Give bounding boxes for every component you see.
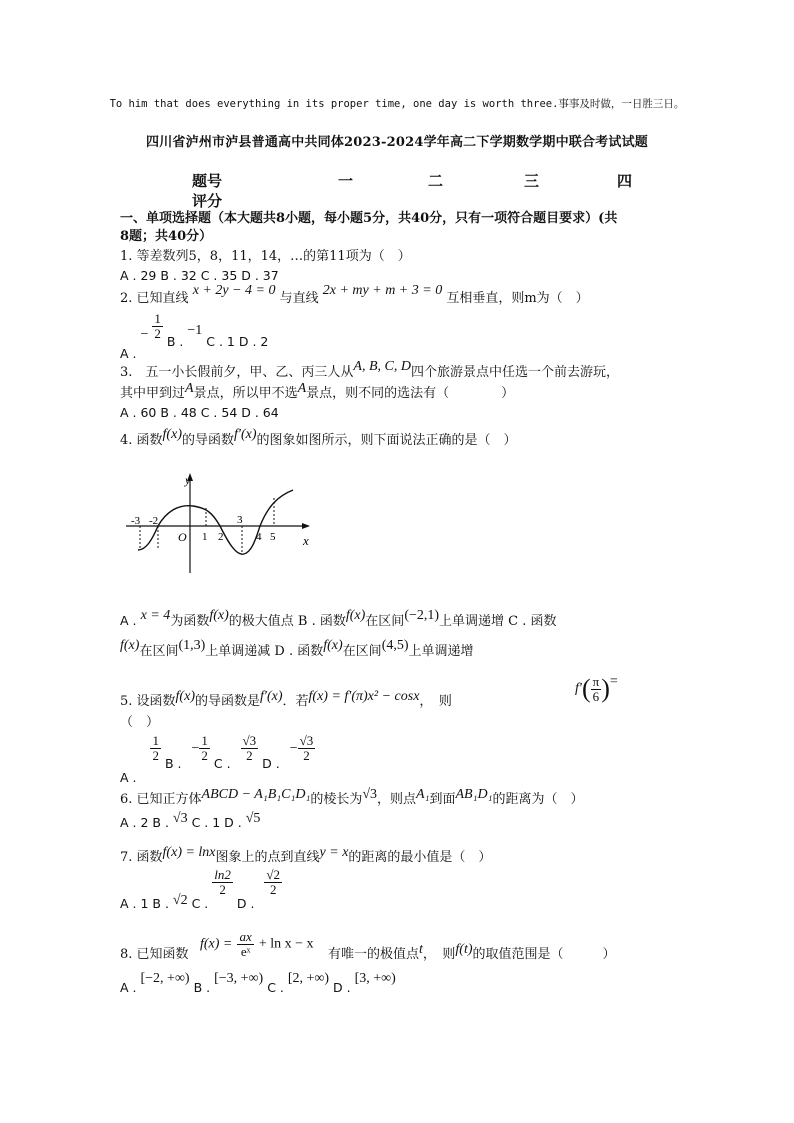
score-col-label: 题号 <box>192 172 223 190</box>
q6-mid3: 到面 <box>429 792 456 807</box>
q5-options <box>120 733 315 785</box>
section-heading: 一、单项选择题（本大题共8小题，每小题5分，共40分，只有一项符合题目要求）(共 <box>120 211 618 226</box>
q4-opt-a3: 的极大值点 B . 函数 <box>228 614 346 629</box>
q8-function <box>200 930 314 959</box>
q5-eq: f(x) = f′(π)x² − cosx <box>308 689 420 704</box>
q3-line1 <box>120 359 619 382</box>
q5-neg-d: − <box>289 741 298 756</box>
q3-a1: A <box>185 381 194 396</box>
q2-eq2: 2x + my + m + 3 = 0 <box>322 283 443 298</box>
q6-pre: 6. 已知正方体 <box>120 792 202 807</box>
q6-face: AB₁D₁ <box>455 787 493 802</box>
q2-eq1: x + 2y − 4 = 0 <box>192 283 276 298</box>
q3-pre: 3. 五一小长假前夕，甲、乙、丙三人从 <box>120 365 354 380</box>
tick-minus3: -3 <box>131 515 141 527</box>
tick-2: 2 <box>218 531 224 543</box>
q2-opt-b: B . <box>166 334 184 349</box>
q8-stem <box>120 946 189 964</box>
q5-f: f(x) <box>175 689 195 704</box>
q2-post: 互相垂直，则m为（ ） <box>446 291 589 306</box>
q5-mid: 的导函数是 <box>194 694 260 709</box>
q4-f-b: f(x) <box>345 608 366 623</box>
q5-fp2: f′ <box>575 681 582 696</box>
q4-f: f(x) <box>162 427 182 442</box>
q8-opt-b-val: [−3, +∞) <box>214 971 264 986</box>
q4-opt-d2: 在区间 <box>342 644 382 659</box>
q4-opt-a: A . <box>120 613 137 628</box>
q5-opt-a: A . <box>120 770 137 785</box>
score-col-2: 二 <box>428 172 444 190</box>
q4-f-a: f(x) <box>209 608 229 623</box>
q4-eq-a: x = 4 <box>140 608 171 623</box>
tick-1: 1 <box>202 531 208 543</box>
q7-frac-d: $\frac{√2}{2}$ <box>266 867 281 897</box>
motto: To him that does everything in its proper time, one day is worth three.事事及时做，一日胜三日。 <box>109 98 685 110</box>
q5-fprime-pi6: f′( $\frac{\pi}{6}$ )= <box>575 673 618 704</box>
q7-stem <box>120 845 492 867</box>
q7-line: y = x <box>319 845 349 860</box>
score-col-4: 四 <box>617 172 633 190</box>
q8-t: t <box>419 942 423 957</box>
q4-pre: 4. 函数 <box>120 433 163 448</box>
q5-mid3: ， 则 <box>419 694 452 709</box>
q5-stem <box>120 689 452 711</box>
score-col-3: 三 <box>524 172 540 190</box>
q3-a2: A <box>297 381 307 396</box>
derivative-curve <box>138 490 293 554</box>
q5-opt-d: D . <box>262 756 280 771</box>
q3-set: A, B, C, D <box>353 359 411 374</box>
q5-neg-b: − <box>191 741 200 756</box>
q4-int-d: (4,5) <box>381 638 409 653</box>
q4-post: 的图象如图所示，则下面说法正确的是（ ） <box>256 433 517 448</box>
q3-line2 <box>120 381 515 403</box>
q3-line2-post: 景点，则不同的选法有（ ） <box>306 386 515 401</box>
q3-options: A . 60 B . 48 C . 54 D . 64 <box>120 405 279 420</box>
q7-pre: 7. 函数 <box>120 850 163 865</box>
q4-int-b: (−2,1) <box>404 608 440 623</box>
q8-options <box>120 970 396 995</box>
section-heading-cont: 8题；共40分） <box>120 229 213 244</box>
q5-opt-c: C . <box>213 756 231 771</box>
q6-cube: ABCD − A₁B₁C₁D₁ <box>201 787 311 802</box>
q6-stem <box>120 787 584 809</box>
q2-mid: 与直线 <box>279 291 319 306</box>
q8-opt-d: D . <box>333 980 351 995</box>
q2-options <box>120 311 269 361</box>
q5-frac-pi6: $\frac{\pi}{6}$ <box>592 673 600 704</box>
q7-opt-b-val: √2 <box>172 893 188 908</box>
q7-opt-ab: A . 1 B . <box>120 896 169 911</box>
q6-opt-d-val: √5 <box>245 811 261 826</box>
q6-post: 的距离为（ ） <box>492 792 584 807</box>
q8-opt-c: C . <box>267 980 284 995</box>
q5-opt-b: B . <box>164 756 182 771</box>
page-title: 四川省泸州市泸县普通高中共同体2023-2024学年高二下学期数学期中联合考试试题 <box>146 135 648 150</box>
tick-minus2: -2 <box>149 515 159 527</box>
q5-frac-c: $\frac{√3}{2}$ <box>242 733 257 763</box>
q2-pre: 2. 已知直线 <box>120 291 189 306</box>
q8-post: 的取值范围是（ ） <box>472 947 616 962</box>
q7-eq: f(x) = lnx <box>162 845 216 860</box>
q4-stem <box>120 427 517 450</box>
q4-opt-b2: 在区间 <box>365 614 405 629</box>
q6-options <box>120 811 261 832</box>
derivative-graph <box>118 468 318 578</box>
q5-frac-d: $\frac{√3}{2}$ <box>299 733 314 763</box>
q7-options <box>120 867 282 911</box>
q4-f-c: f(x) <box>120 638 140 653</box>
q4-fp: f′(x) <box>234 427 257 442</box>
q4-f-d: f(x) <box>323 638 343 653</box>
q4-int-c: (1,3) <box>178 638 206 653</box>
q6-pt: A₁ <box>416 787 430 802</box>
q3-line2-mid: 景点，所以甲不选 <box>193 386 298 401</box>
score-col-1: 一 <box>338 172 354 190</box>
q4-options-line1 <box>120 608 557 631</box>
q2-neg1: −1 <box>187 323 203 338</box>
q8-opt-d-val: [3, +∞) <box>354 971 396 986</box>
q7-post: 的距离的最小值是（ ） <box>348 850 492 865</box>
q3-post: 四个旅游景点中任选一个前去游玩， <box>410 365 619 380</box>
q8-frac: $\frac{ax}{\text{eˣ}}$ <box>239 929 252 959</box>
q8-f: f(x) = <box>200 936 233 952</box>
q6-opt-ab: A . 2 B . <box>120 815 169 830</box>
q8-opt-b: B . <box>193 980 211 995</box>
q7-frac-c: $\frac{\ln 2}{2}$ <box>214 867 231 897</box>
q3-line2-pre: 其中甲到过 <box>120 386 186 401</box>
q7-opt-c: C . <box>191 896 209 911</box>
q1-stem: 1. 等差数列5，8，11，14，…的第11项为（ ） <box>120 249 411 264</box>
q5-frac-b: $\frac{1}{2}$ <box>201 733 208 763</box>
q5-fp: f′(x) <box>260 689 283 704</box>
q8-mid: 有唯一的极值点 <box>328 947 420 962</box>
q4-opt-a2: 为函数 <box>170 614 210 629</box>
q6-mid: 的棱长为 <box>310 792 363 807</box>
q5-eqsign: = <box>609 674 618 689</box>
q7-opt-d: D . <box>236 896 255 911</box>
q6-len: √3 <box>362 787 378 802</box>
q8-opt-c-val: [2, +∞) <box>287 971 330 986</box>
q5-pre: 5. 设函数 <box>120 694 176 709</box>
q8-pre: 8. 已知函数 <box>120 947 189 962</box>
q6-opt-cd: C . 1 D . <box>191 815 242 830</box>
q8-opt-a: A . <box>120 980 137 995</box>
score-row-label: 评分 <box>192 192 223 210</box>
y-label: y <box>185 473 191 487</box>
q4-mid: 的导函数 <box>181 433 234 448</box>
q5-mid2: ．若 <box>282 694 309 709</box>
q2-stem <box>120 283 589 308</box>
q8-opt-a-val: [−2, +∞) <box>140 971 190 986</box>
q4-opt-d3: 上单调递增 <box>408 644 474 659</box>
q4-opt-c3: 上单调递减 D . 函数 <box>205 644 324 659</box>
q7-mid: 图象上的点到直线 <box>215 850 320 865</box>
q6-opt-b-val: √3 <box>172 811 188 826</box>
x-axis-arrow <box>302 523 310 529</box>
tick-5: 5 <box>270 531 276 543</box>
q1-options: A . 29 B . 32 C . 35 D . 37 <box>120 268 279 283</box>
q5-paren: （ ） <box>120 715 160 730</box>
q4-options-line2 <box>120 638 474 661</box>
q2-opt-cd: C . 1 D . 2 <box>206 334 269 349</box>
q5-frac-a: $\frac{1}{2}$ <box>152 733 159 763</box>
q6-mid2: ，则点 <box>377 792 417 807</box>
q4-opt-b3: 上单调递增 C . 函数 <box>439 614 557 629</box>
q8-ft: f(t) <box>455 942 473 957</box>
q8-tail: + ln x − x <box>258 936 314 952</box>
tick-4: 4 <box>256 531 262 543</box>
q8-mid2: ， 则 <box>422 947 456 962</box>
q2-opt-a: A . <box>120 346 137 361</box>
tick-3: 3 <box>237 514 243 526</box>
q2-frac-sign: − <box>140 327 149 342</box>
origin-label: O <box>178 530 187 544</box>
q2-frac-a: $\frac{1}{2}$ <box>154 311 161 341</box>
q4-opt-c2: 在区间 <box>139 644 179 659</box>
q8-stem-cont <box>328 942 616 964</box>
x-label: x <box>303 533 309 548</box>
